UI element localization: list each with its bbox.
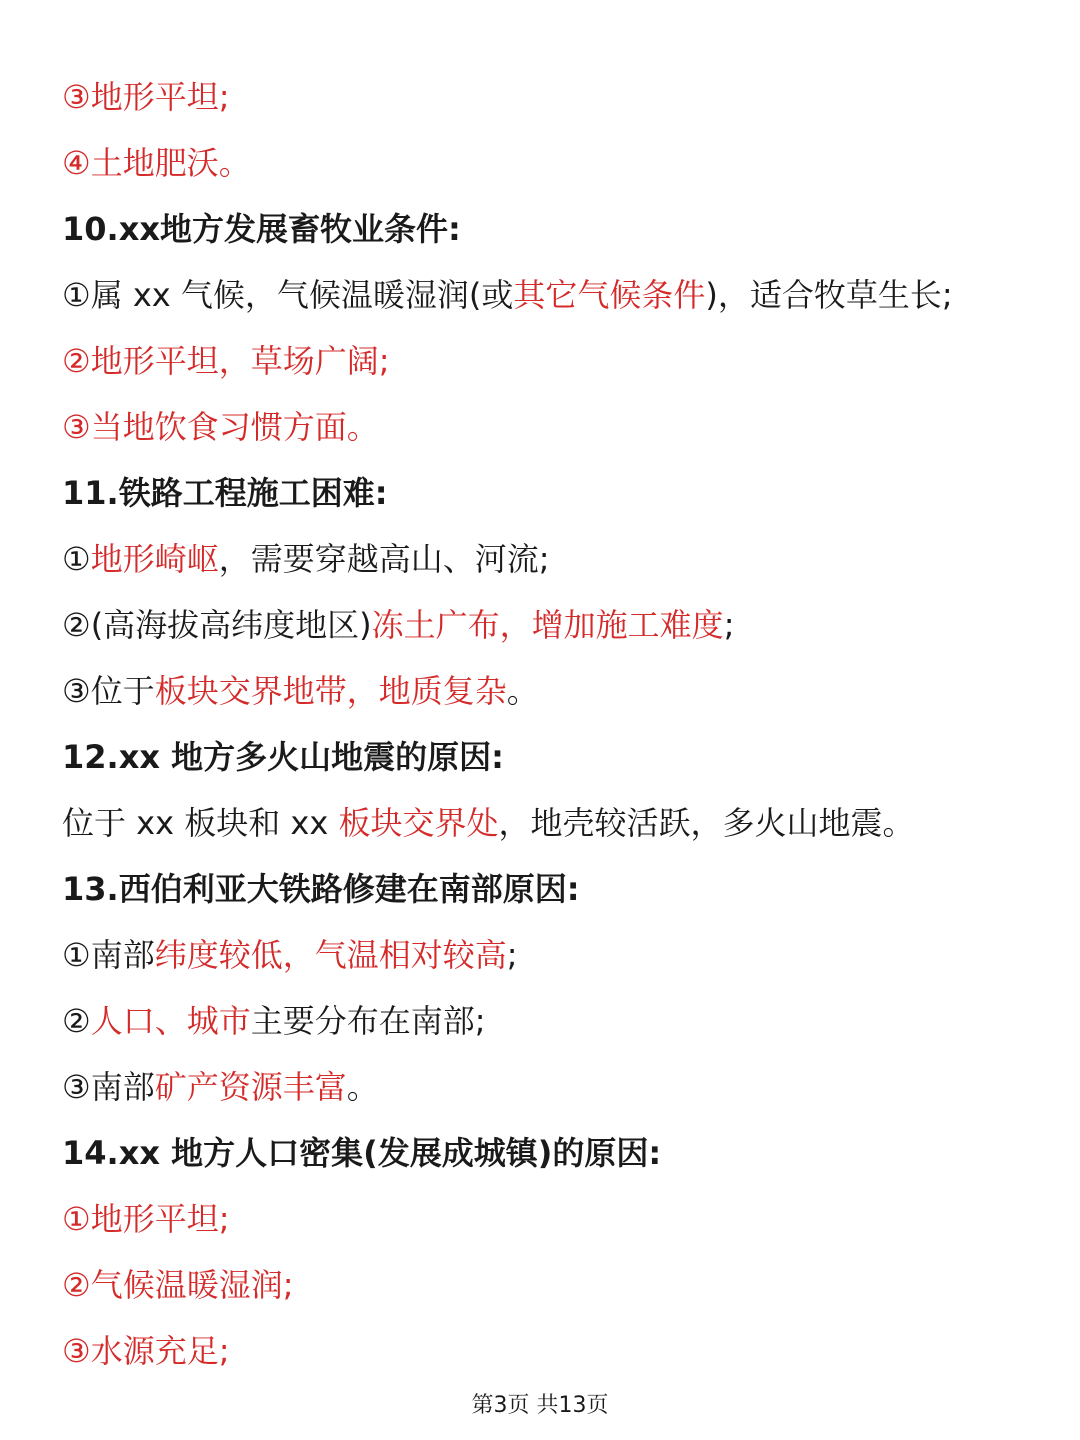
body-text: 。 bbox=[506, 672, 539, 710]
body-text: 。 bbox=[346, 1068, 379, 1106]
body-text: ③位于 bbox=[62, 672, 155, 710]
list-item bbox=[62, 130, 1040, 196]
list-item bbox=[62, 394, 1040, 460]
body-text: ②(高海拔高纬度地区) bbox=[62, 606, 372, 644]
list-item bbox=[62, 64, 1040, 130]
body-text: ; bbox=[723, 606, 735, 644]
list-item bbox=[62, 592, 1040, 658]
list-item bbox=[62, 526, 1040, 592]
section-heading bbox=[62, 460, 1040, 526]
highlighted-text: ③当地饮食习惯方面。 bbox=[62, 408, 379, 446]
highlighted-text: 地形崎岖 bbox=[90, 540, 219, 578]
body-text: ，地壳较活跃，多火山地震。 bbox=[498, 804, 915, 842]
list-item bbox=[62, 1318, 1040, 1384]
highlighted-text: 冻土广布，增加施工难度 bbox=[371, 606, 724, 644]
body-text: ① bbox=[62, 540, 91, 578]
document-body bbox=[62, 64, 1040, 1384]
highlighted-text: 人口、城市 bbox=[90, 1002, 251, 1040]
list-item bbox=[62, 1186, 1040, 1252]
body-text: 11.铁路工程施工困难: bbox=[62, 474, 388, 512]
highlighted-text: 板块交界地带，地质复杂 bbox=[154, 672, 507, 710]
body-text: ，需要穿越高山、河流; bbox=[218, 540, 550, 578]
body-text: 14.xx 地方人口密集(发展成城镇)的原因: bbox=[62, 1134, 662, 1172]
list-item bbox=[62, 328, 1040, 394]
body-text: ③南部 bbox=[62, 1068, 155, 1106]
section-heading bbox=[62, 724, 1040, 790]
body-text: ② bbox=[62, 1002, 91, 1040]
section-heading bbox=[62, 856, 1040, 922]
section-heading bbox=[62, 196, 1040, 262]
list-item bbox=[62, 658, 1040, 724]
highlighted-text: ①地形平坦; bbox=[62, 1200, 230, 1238]
highlighted-text: ②气候温暖湿润; bbox=[62, 1266, 294, 1304]
page-number: 第3页 共13页 bbox=[471, 1393, 609, 1418]
highlighted-text: 板块交界处 bbox=[338, 804, 499, 842]
body-text: 位于 xx 板块和 xx bbox=[62, 804, 339, 842]
highlighted-text: 其它气候条件 bbox=[513, 276, 706, 314]
body-text: 主要分布在南部; bbox=[250, 1002, 486, 1040]
body-text: )，适合牧草生长; bbox=[705, 276, 953, 314]
highlighted-text: 矿产资源丰富 bbox=[154, 1068, 347, 1106]
list-item bbox=[62, 1054, 1040, 1120]
list-item bbox=[62, 262, 1040, 328]
body-text: ; bbox=[506, 936, 518, 974]
body-text: 12.xx 地方多火山地震的原因: bbox=[62, 738, 504, 776]
highlighted-text: ③地形平坦; bbox=[62, 78, 230, 116]
list-item bbox=[62, 922, 1040, 988]
body-text: 13.西伯利亚大铁路修建在南部原因: bbox=[62, 870, 580, 908]
list-item bbox=[62, 988, 1040, 1054]
body-text: ①属 xx 气候，气候温暖湿润(或 bbox=[62, 276, 514, 314]
highlighted-text: 纬度较低，气温相对较高 bbox=[154, 936, 507, 974]
highlighted-text: ③水源充足; bbox=[62, 1332, 230, 1370]
highlighted-text: ④土地肥沃。 bbox=[62, 144, 251, 182]
body-text: ①南部 bbox=[62, 936, 155, 974]
section-heading bbox=[62, 1120, 1040, 1186]
list-item bbox=[62, 1252, 1040, 1318]
list-item bbox=[62, 790, 1040, 856]
body-text: 10.xx地方发展畜牧业条件: bbox=[62, 210, 461, 248]
highlighted-text: ②地形平坦，草场广阔; bbox=[62, 342, 390, 380]
